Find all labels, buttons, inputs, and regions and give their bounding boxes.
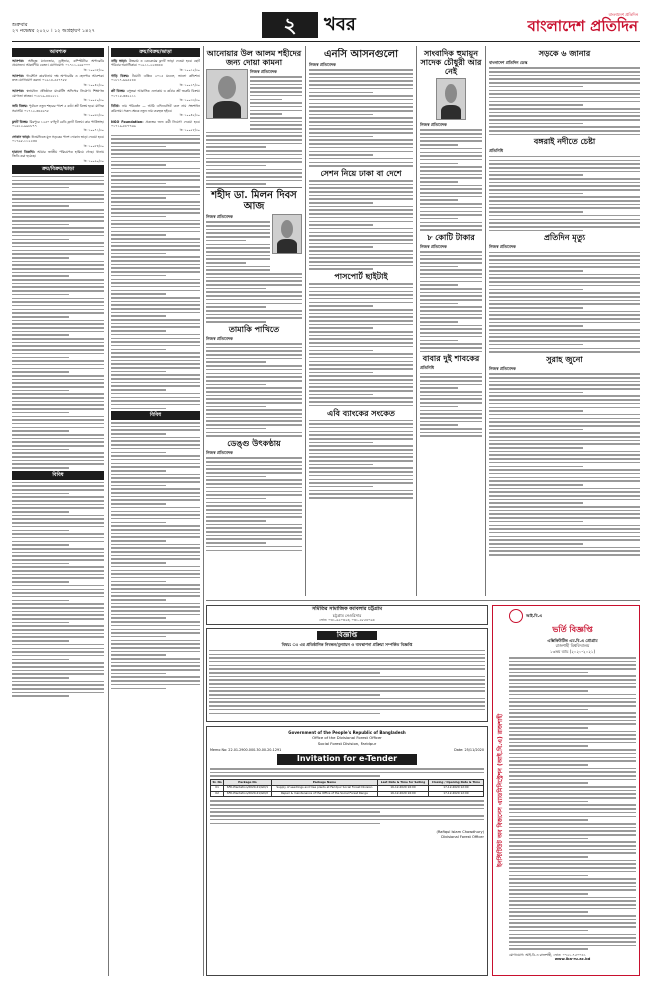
tender-column-header: Last Date & Time for Selling: [378, 780, 429, 786]
ad-text: বসুন্ধরা আবাসিক এলাকায় ৩ কাঠার প্লট জরুরি বিক্রয়। ০১৭১৫-৩৩২২১১: [111, 89, 200, 98]
classified-ad: [12, 89, 104, 102]
ad-lead: গাড়ি বিক্রয়:: [111, 73, 130, 78]
classified-ad: [111, 89, 200, 102]
tender-cell: 16-12-2020 16:00: [378, 785, 429, 791]
byline: নিজস্ব প্রতিবেদক: [489, 244, 516, 250]
column-divider: [108, 46, 109, 976]
ad-text: ধানমন্ডিতে মূল সড়কের পাশে দোকান ভাড়া দেওয়া হবে। ০১৭৯৮-১১২২৩৩: [12, 134, 104, 144]
tender-signatory-title: Divisional Forest Officer: [441, 834, 484, 839]
ad-code: বি: ১০০৩৮/২০: [83, 67, 104, 72]
story-headline: বাবার দুই শাবকের: [422, 353, 480, 364]
ad-lead: আবশ্যক:: [12, 58, 25, 63]
ad-lead: বাড়ি ভাড়া:: [111, 58, 128, 63]
tender-notice: [206, 726, 488, 976]
ad-text: মিরপুরে ১২৫০ বর্গফুট রেডি ফ্ল্যাট বিক্রয়। কার পার্কিংসহ। ০১৬১২-৯৯৮৮৭৭: [12, 119, 104, 128]
ad-lead: NGO Foundation:: [111, 119, 144, 124]
classified-ad: [12, 104, 104, 117]
admission-university: রাজশাহী বিশ্ববিদ্যালয়: [555, 643, 590, 649]
tender-office: Office of the Divisional Forest Officer: [312, 735, 382, 741]
tender-org: Government of the People's Republic of Bangladesh: [288, 730, 406, 735]
ad-text: পূর্বাচল নতুন শহরের পাশে ৫ কাঠা প্লট বিক্রয় হবে। মালিক সরাসরি। ০১৭১২-৩৪৫৬৭৮: [12, 104, 104, 113]
classified-ad: [111, 74, 200, 87]
ad-code: বি: ১০০৬৩/২০: [83, 113, 104, 118]
cooperative-subtitle: চট্টগ্রাম নেওরিসার: [332, 612, 362, 618]
byline: নিজস্ব প্রতিবেদক: [206, 449, 233, 455]
cooperative-notice: [206, 605, 488, 625]
ad-code: বি: ১০০৫০/২০: [83, 98, 104, 102]
page-header: [12, 8, 640, 42]
classified-column-1: [12, 48, 104, 976]
story-headline: সড়কে ৬ জানার: [538, 48, 591, 58]
tender-cell: 17-12-2020 12:00: [428, 791, 483, 797]
classified-ad: [12, 59, 104, 72]
official-notice: [206, 628, 488, 722]
portrait-photo: [272, 214, 302, 254]
story-headline: ডেঙ্গু উৎকণ্ঠায়: [227, 437, 281, 448]
byline: নিজস্ব প্রতিবেদক: [420, 122, 447, 127]
tender-cell: SFD-Plantation/2020-21/GD/1: [224, 785, 272, 791]
classified-heading: বিবিধ: [111, 411, 200, 420]
tender-cell: Repair & maintenance of the Office of the Social Forest Range: [271, 791, 377, 797]
admission-side-banner: ইনস্টিটিউট অব বিজনেস এ্যাডমিনিস্ট্রেশন (আই.বি.এ) রাজশাহী: [497, 713, 504, 867]
tender-division: Social Forest Division, Faridpur: [317, 740, 377, 746]
ad-lead: প্লট বিক্রয়:: [111, 89, 126, 94]
ad-text: আমার জাতীয় পরিচয়পত্র হারিয়ে গেছে। থানায় জিডি করা হয়েছে।: [12, 149, 104, 159]
classified-heading: বিবিধ: [12, 471, 104, 480]
byline: নিজস্ব প্রতিবেদক: [206, 335, 233, 341]
admission-org: আই.বি.এ: [526, 613, 543, 619]
admission-program: এক্সিকিউটিভ এম.বি.এ প্রোগ্রাম: [547, 637, 598, 643]
ad-lead: ফ্ল্যাট বিক্রয়:: [12, 119, 29, 124]
classified-ad: [12, 150, 104, 163]
issue-date: [12, 22, 95, 34]
classified-text-block: [12, 482, 104, 697]
tender-date: Date: 25/11/2020: [454, 747, 484, 752]
ad-code: বি: ১০০৪৫/২০: [179, 113, 200, 118]
ad-text: টয়োটা এক্সিও ২০১৫ মডেল, ভালো কন্ডিশন। ০১৮১৭-৬৬৫৫৪৪: [111, 73, 200, 83]
column-divider: [305, 46, 306, 596]
masthead-logo: [527, 12, 638, 35]
byline: নিজস্ব প্রতিবেদক: [420, 243, 447, 249]
classified-ad: [111, 120, 200, 133]
ad-lead: হারানো বিজ্ঞপ্তি:: [12, 149, 35, 154]
classified-heading: আবশ্যক: [12, 48, 104, 57]
classified-ad: [111, 104, 200, 117]
ad-code: বি: ১০০৯০/২০: [83, 158, 104, 163]
table-row: [211, 791, 484, 797]
tender-column-header: Package No: [224, 780, 272, 786]
ad-code: বি: ১০০৫৮/২০: [179, 128, 200, 133]
byline: নিজস্ব প্রতিবেদক: [250, 69, 277, 74]
ad-text: স্বনামধন্য প্রতিষ্ঠানে মার্কেটিং অফিসার নিয়োগ। শিক্ষাগত যোগ্যতা স্নাতক। ০১৮১৯-৪৪২২১১: [12, 89, 104, 98]
ad-lead: দোকান ভাড়া:: [12, 134, 31, 139]
classified-ad: [12, 135, 104, 148]
ad-text: গার্মেন্টস কারখানায় দক্ষ অপারেটর ও হেলপার আবশ্যক। দ্রুত যোগাযোগ করুন। ০১৯১৪-৫৫৭৭৮৮: [12, 73, 104, 83]
admission-heading: ভর্তি বিজ্ঞপ্তি: [552, 625, 593, 634]
tender-cell: SFD-Plantation/2020-21/GD/2: [224, 791, 272, 797]
notice-subject: বিষয়: ঃ এর প্রতিষ্ঠানিক নিবন্ধন/মূল্যায়ন ও ব্যবস্থাপনা প্রক্রিয়া সম্পর্কিত বিজ্ঞপ্তি: [281, 642, 413, 648]
newspaper-page: [12, 8, 640, 978]
admission-batch: ১৩তম ব্যাচ (২০২০-২০২১): [549, 648, 596, 654]
column-6: [489, 48, 640, 596]
ad-code: বি: ১০০৪২/২০: [83, 82, 104, 87]
brand-tag: বাংলাদেশ প্রতিদিন: [608, 12, 638, 17]
byline: নিজস্ব প্রতিবেদক: [206, 214, 233, 220]
ad-text: উত্তরায় ৩ বেডরুমের ফ্ল্যাট ভাড়া দেওয়া হবে। ছোট পরিবার অগ্রাধিকার। ০১৯১১-২২৩৩৪৪: [111, 58, 200, 68]
ad-lead: আবশ্যক:: [12, 73, 25, 78]
main-story: [309, 48, 413, 596]
date-line: ২৭ নভেম্বর ২০২০ । ১২ অগ্রহায়ণ ১৪২৭: [12, 28, 95, 34]
column-divider: [485, 46, 486, 596]
tender-cell: 02: [211, 791, 224, 797]
classified-list-1: [12, 59, 104, 163]
tender-cell: Supply of seedlings and tree plants at Faridpur Social Forest Division: [271, 785, 377, 791]
section-divider: [206, 600, 640, 601]
classified-list-2: [111, 59, 200, 133]
admission-website[interactable]: www.iba-ru.ac.bd: [554, 957, 591, 962]
ad-code: বি: ১০০৩৩/২০: [179, 98, 200, 102]
portrait-photo: [206, 69, 248, 119]
story-headline: সাংবাদিক হুমায়ূন সাদেক চৌধুরী আর নেই: [420, 48, 482, 76]
story-headline: ৮ কোটি টাকার: [427, 231, 475, 242]
classified-text-block: [111, 422, 200, 689]
column-divider: [416, 46, 417, 596]
sub-headline: পাসপোর্ট ছাইটাই: [334, 271, 388, 282]
byline: প্রতিনিধি: [489, 148, 504, 154]
column-5: [420, 48, 482, 596]
notice-heading: বিজ্ঞপ্তি: [317, 631, 377, 640]
tender-column-header: Package Name: [271, 780, 377, 786]
tender-memo: Memo No: 22.01.2900.000.30.00.20-1291: [210, 747, 282, 752]
admission-notice: [492, 605, 640, 976]
story-headline: প্রতিদিন মৃত্যু: [543, 232, 586, 243]
milon-day-headline: শহীদ ডা. মিলন দিবস আজ: [211, 190, 297, 213]
portrait-photo: [436, 78, 466, 120]
byline: নিজস্ব প্রতিবেদক: [489, 365, 516, 371]
cooperative-phone: ফোন: ০৩১-৬২০৩২৩, ০৩১-২৮৫৪০৬৪: [319, 618, 375, 623]
column-divider: [203, 46, 204, 976]
brand-name: বাংলাদেশ প্রতিদিন: [527, 17, 638, 36]
sub-headline: সেশন নিয়ে ঢাকা বা দেশে: [320, 167, 402, 178]
tender-signatory: (Rafiqul Islam Chowdhury): [436, 830, 484, 835]
sub-headline: এবি ব্যাংকের সংকেত: [327, 407, 395, 418]
story-headline: সুরাহ জুনাে: [546, 353, 583, 364]
classified-column-2: [111, 48, 200, 976]
ad-lead: জমি বিক্রয়:: [12, 104, 28, 109]
main-headline: এনসি আসনগুলো: [323, 49, 398, 60]
tender-cell: 01: [211, 785, 224, 791]
ad-code: বি: ১০০২৭/২০: [179, 82, 200, 87]
ad-code: বি: ১০০১৫/২০: [179, 67, 200, 72]
classified-ad: [12, 120, 104, 133]
tender-heading: Invitation for e-Tender: [277, 754, 417, 765]
classified-text-block: [12, 176, 104, 469]
classified-text-block: [111, 135, 200, 409]
classified-ad: [12, 74, 104, 87]
ad-text: অভিজ্ঞ ম্যানেজার, ড্রাইভার, কম্পিউটার অপারেটর প্রয়োজন। আকর্ষণীয় বেতন। যোগাযোগ: ০১৭১১-২৬৫০০০: [12, 58, 104, 68]
story-headline: তামাকি পাখিতে: [228, 323, 280, 334]
ad-text: প্রকল্পের জন্য কর্মী নিয়োগ দেওয়া হবে। ০১৭১৯-৮৮৭৭৬৬: [111, 119, 200, 128]
classified-ad: [111, 59, 200, 72]
byline: প্রতিনিধি: [420, 365, 435, 371]
byline: নিজস্ব প্রতিবেদক: [309, 62, 336, 67]
tender-column-header: Closing / Opening Date & Time: [428, 780, 483, 786]
weekday: শুক্রবার: [12, 22, 28, 28]
ad-code: বি: ১০০৭১/২০: [83, 128, 104, 133]
story-headline: বঙ্গরাই নদীতে চেষ্টা: [533, 136, 596, 147]
column-3: [206, 48, 302, 598]
classified-heading: ক্রয়/বিক্রয়/ভাড়া: [12, 165, 104, 174]
tender-cell: 16-12-2020 16:00: [378, 791, 429, 797]
ad-lead: বিবিধ:: [111, 104, 120, 109]
ad-code: বি: ১০০৮৪/২০: [83, 143, 104, 148]
obituary-headline: আনোয়ার উল আলম শহীদের জন্য দোয়া কামনা: [206, 48, 302, 67]
tender-cell: 17-12-2020 12:00: [428, 785, 483, 791]
cooperative-title: সমিতির সামাজিক ক্যাবলার চট্টগ্রাম: [312, 606, 382, 612]
ad-lead: আবশ্যক:: [12, 89, 25, 94]
byline: বাংলাদেশ প্রতিদিন ডেস্ক: [489, 60, 528, 65]
ad-text: নাম পরিবর্তন — আমি এফিডেভিট বলে নাম সংশোধন করিলাম। সকল ক্ষেত্রে নতুন নাম ব্যবহৃত হইবে।: [111, 104, 200, 113]
classified-heading: ক্রয়/বিক্রয়/ভাড়া: [111, 48, 200, 57]
institute-logo: [509, 609, 523, 623]
tender-column-header: Sl. No: [212, 779, 222, 784]
section-title: খবর: [324, 14, 356, 35]
page-number: ২: [262, 12, 318, 38]
tender-table: [210, 779, 484, 797]
admission-contact: যোগাযোগ: আই.বি.এ রাজশাহী, ফোন: ০৭২১-৭৫০০৪১: [509, 952, 586, 957]
mid-stories: [206, 325, 302, 551]
